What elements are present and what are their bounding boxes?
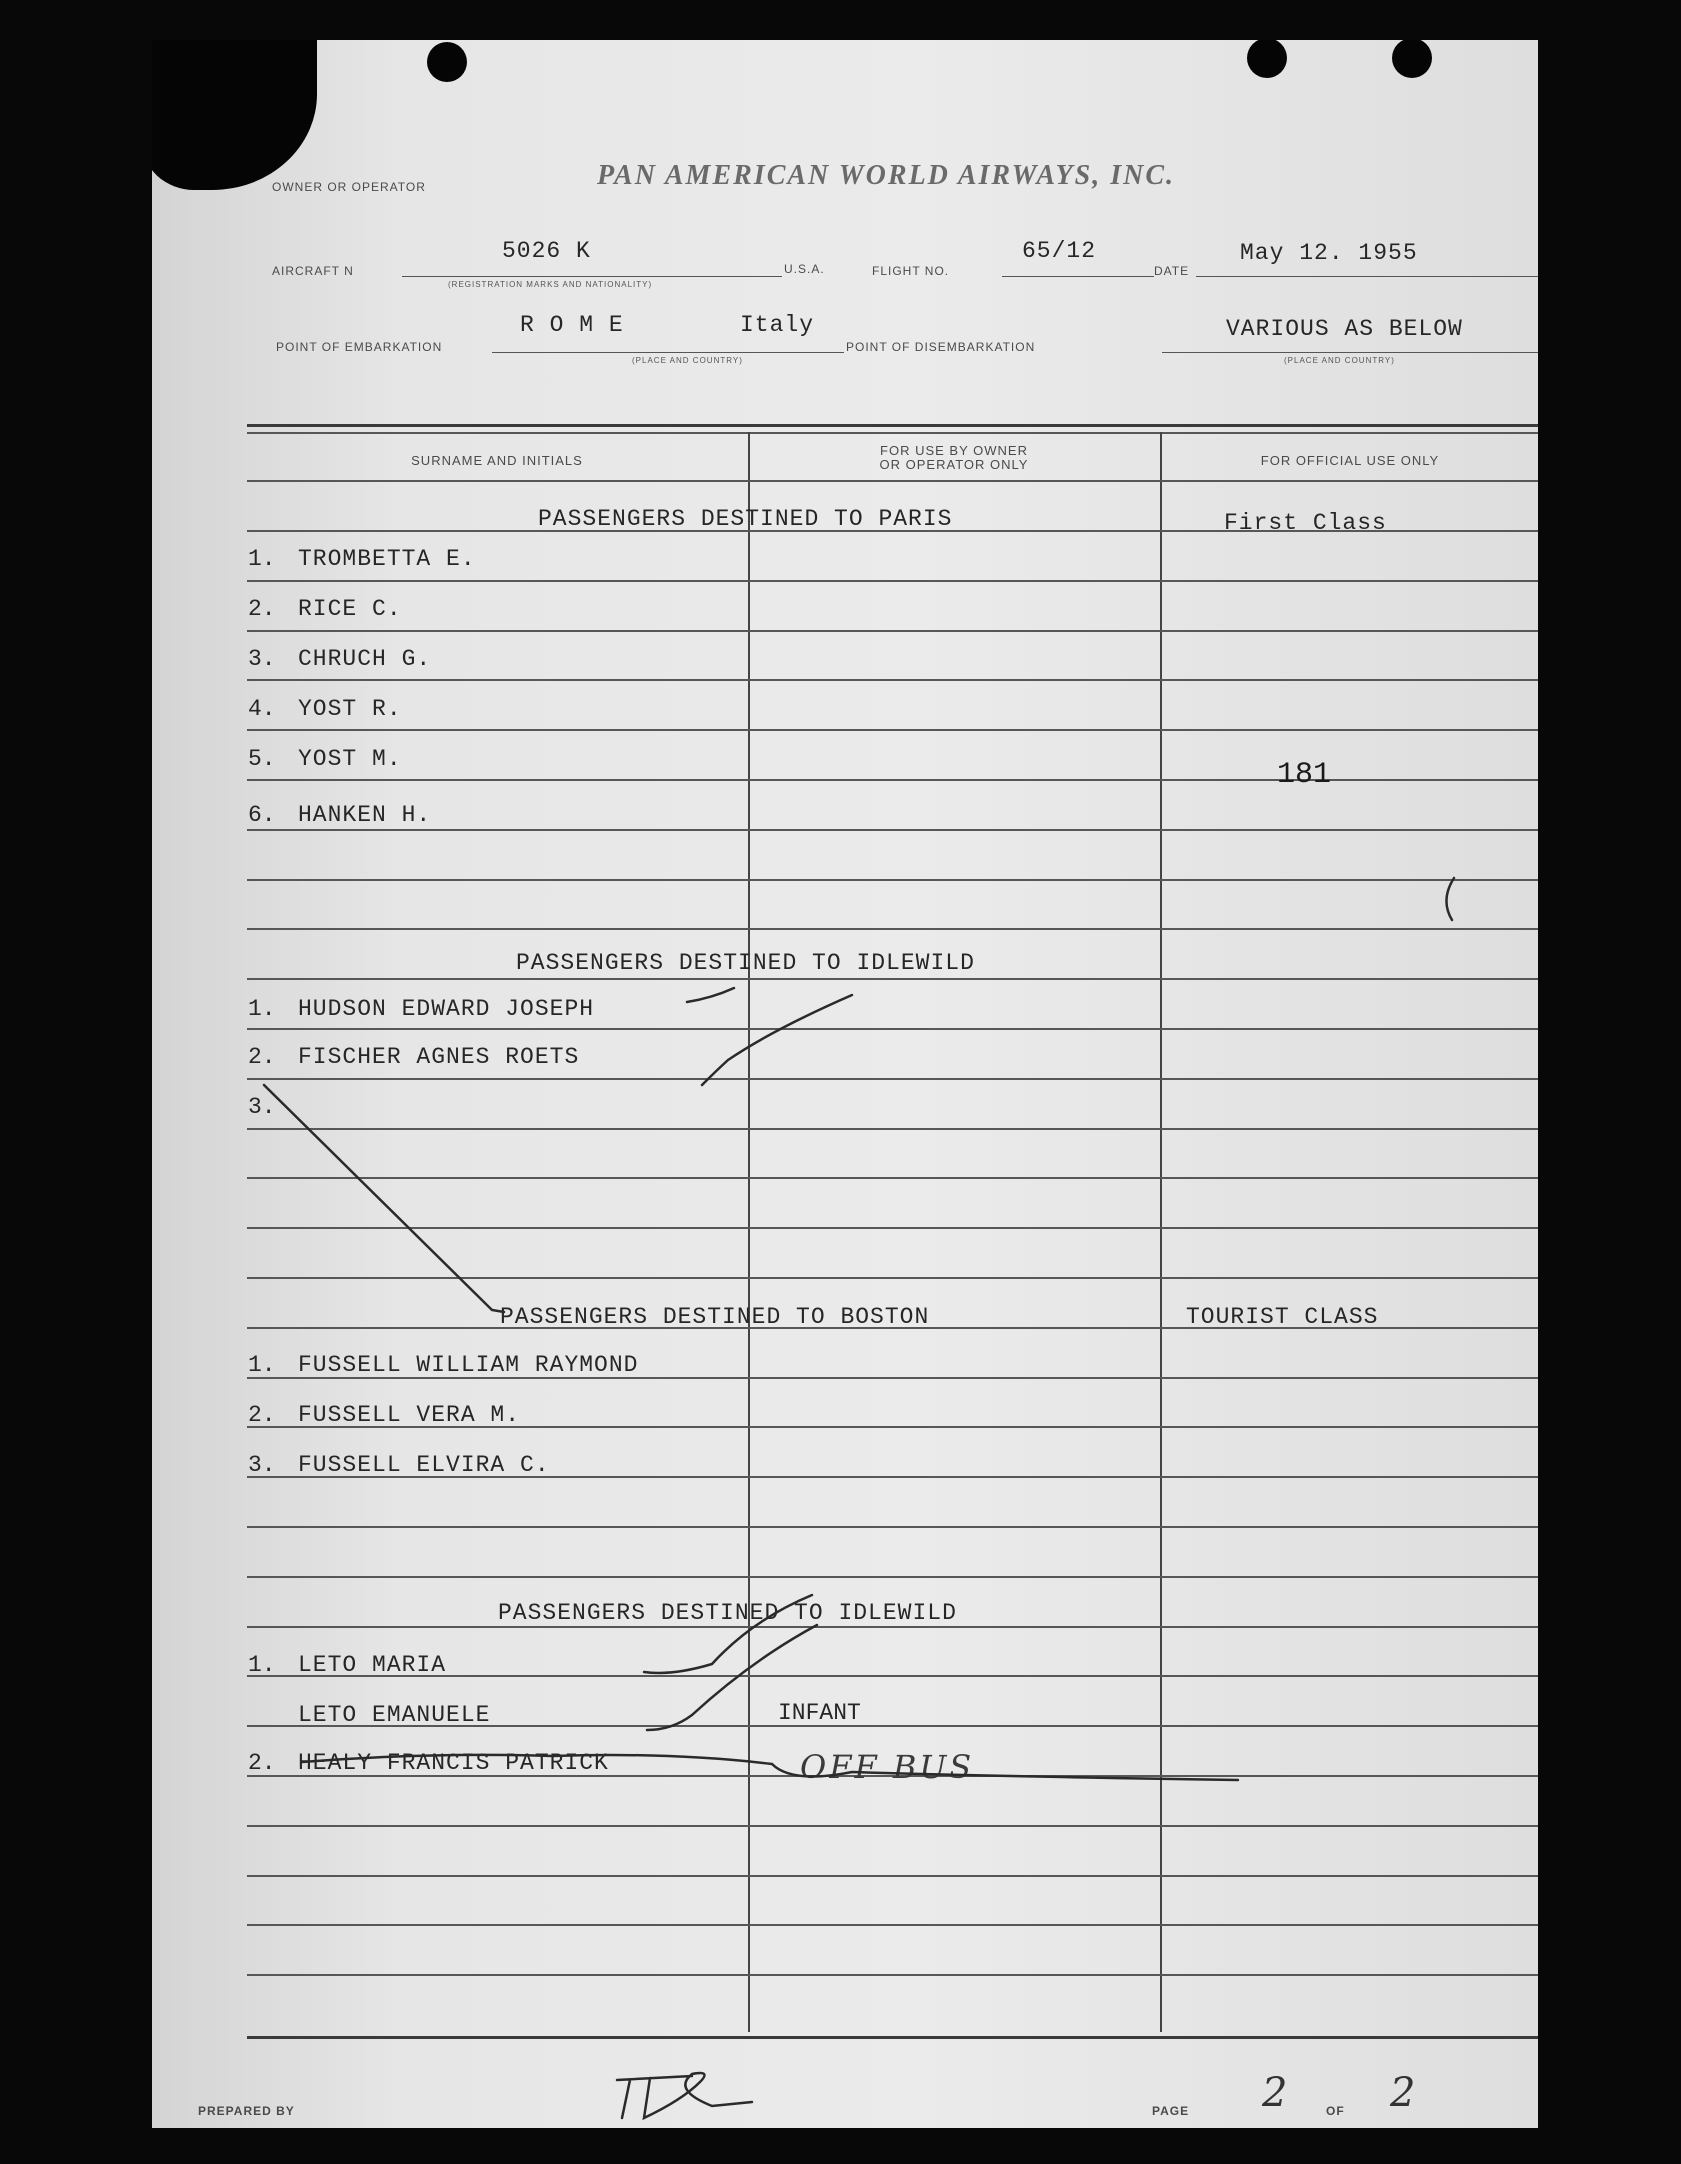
handwritten-off-note: OFF BUS	[800, 1748, 975, 1786]
registration-note: (REGISTRATION MARKS AND NATIONALITY)	[448, 280, 653, 289]
passenger-row: LETO EMANUELE INFANT	[298, 1700, 861, 1728]
section-title-idlewild-2: PASSENGERS DESTINED TO IDLEWILD	[498, 1600, 957, 1626]
manifest-sheet	[152, 40, 1538, 2128]
section-title-idlewild-1: PASSENGERS DESTINED TO IDLEWILD	[516, 950, 975, 976]
passenger-row: 5. YOST M.	[248, 746, 402, 772]
ruled-line	[247, 480, 1538, 482]
flight-number: 65/12	[1022, 238, 1097, 264]
aircraft-number: 5026 K	[502, 238, 591, 264]
ruled-line	[247, 1924, 1538, 1926]
col-official-use: FOR OFFICIAL USE ONLY	[1260, 453, 1440, 468]
passenger-row: 1. TROMBETTA E.	[248, 546, 476, 572]
ink-mark	[1446, 878, 1454, 920]
punch-hole	[1392, 40, 1432, 78]
initials-signature	[617, 2073, 752, 2118]
punch-hole	[1247, 40, 1287, 78]
page-label: PAGE	[1152, 2104, 1190, 2118]
ruled-line	[247, 1825, 1538, 1827]
embarkation-city: R O M E	[520, 312, 624, 338]
passenger-row: 3. FUSSELL ELVIRA C.	[248, 1452, 550, 1478]
aircraft-label: AIRCRAFT N	[272, 264, 354, 278]
ruled-line	[247, 1526, 1538, 1528]
ruled-line	[247, 1626, 1538, 1628]
passenger-row: 3.	[248, 1094, 276, 1120]
passenger-row: 6. HANKEN H.	[248, 802, 432, 828]
section-class-boston: TOURIST CLASS	[1186, 1304, 1379, 1330]
torn-corner	[152, 40, 317, 190]
passenger-row: 2. RICE C.	[248, 596, 402, 622]
col-surname: SURNAME AND INITIALS	[411, 453, 583, 468]
ruled-line	[247, 1576, 1538, 1578]
passenger-row: 4. YOST R.	[248, 696, 402, 722]
passenger-row: 2. HEALY FRANCIS PATRICK	[248, 1750, 609, 1776]
col-owner-use-line2: OR OPERATOR ONLY	[879, 457, 1029, 472]
company-name: PAN AMERICAN WORLD AIRWAYS, INC.	[597, 160, 1176, 191]
passenger-row: 2. FUSSELL VERA M.	[248, 1402, 521, 1428]
disembarkation-label: POINT OF DISEMBARKATION	[846, 340, 1036, 354]
passenger-row: 1. FUSSELL WILLIAM RAYMOND	[248, 1352, 639, 1378]
of-label: OF	[1326, 2104, 1345, 2118]
embarkation-label: POINT OF EMBARKATION	[276, 340, 443, 354]
section-class-paris: First Class	[1224, 510, 1387, 536]
page-current: 2	[1262, 2070, 1288, 2116]
ruled-line	[247, 1875, 1538, 1877]
punch-hole	[427, 42, 467, 82]
disembarkation-value: VARIOUS AS BELOW	[1226, 316, 1463, 342]
page-total: 2	[1390, 2070, 1416, 2116]
embarkation-country: Italy	[740, 312, 815, 338]
ruled-line	[247, 978, 1538, 980]
flight-date: May 12. 1955	[1240, 240, 1418, 266]
section-title-paris: PASSENGERS DESTINED TO PARIS	[538, 506, 953, 532]
prepared-by-label: PREPARED BY	[198, 2104, 295, 2118]
ruled-line	[247, 1277, 1538, 1279]
passenger-row: 2. FISCHER AGNES ROETS	[248, 1044, 580, 1070]
ruled-line	[247, 879, 1538, 881]
ruled-line	[247, 1177, 1538, 1179]
section-title-boston: PASSENGERS DESTINED TO BOSTON	[500, 1304, 930, 1330]
stamp-number: 181	[1277, 758, 1332, 792]
ruled-line	[247, 1974, 1538, 1976]
col-owner-use	[749, 444, 1159, 472]
date-label: DATE	[1154, 264, 1190, 278]
disembarkation-place-note: (PLACE AND COUNTRY)	[1284, 356, 1395, 365]
owner-label: OWNER OR OPERATOR	[272, 180, 426, 194]
passenger-row: 3. CHRUCH G.	[248, 646, 432, 672]
ruled-line	[247, 928, 1538, 930]
embarkation-place-note: (PLACE AND COUNTRY)	[632, 356, 743, 365]
flight-no-label: FLIGHT NO.	[872, 264, 950, 278]
usa-label: U.S.A.	[784, 262, 825, 276]
passenger-row: 1. LETO MARIA	[248, 1652, 447, 1678]
passenger-row: 1. HUDSON EDWARD JOSEPH	[248, 996, 595, 1022]
ruled-line	[247, 1227, 1538, 1229]
col-owner-use-line1: FOR USE BY OWNER	[880, 443, 1028, 458]
